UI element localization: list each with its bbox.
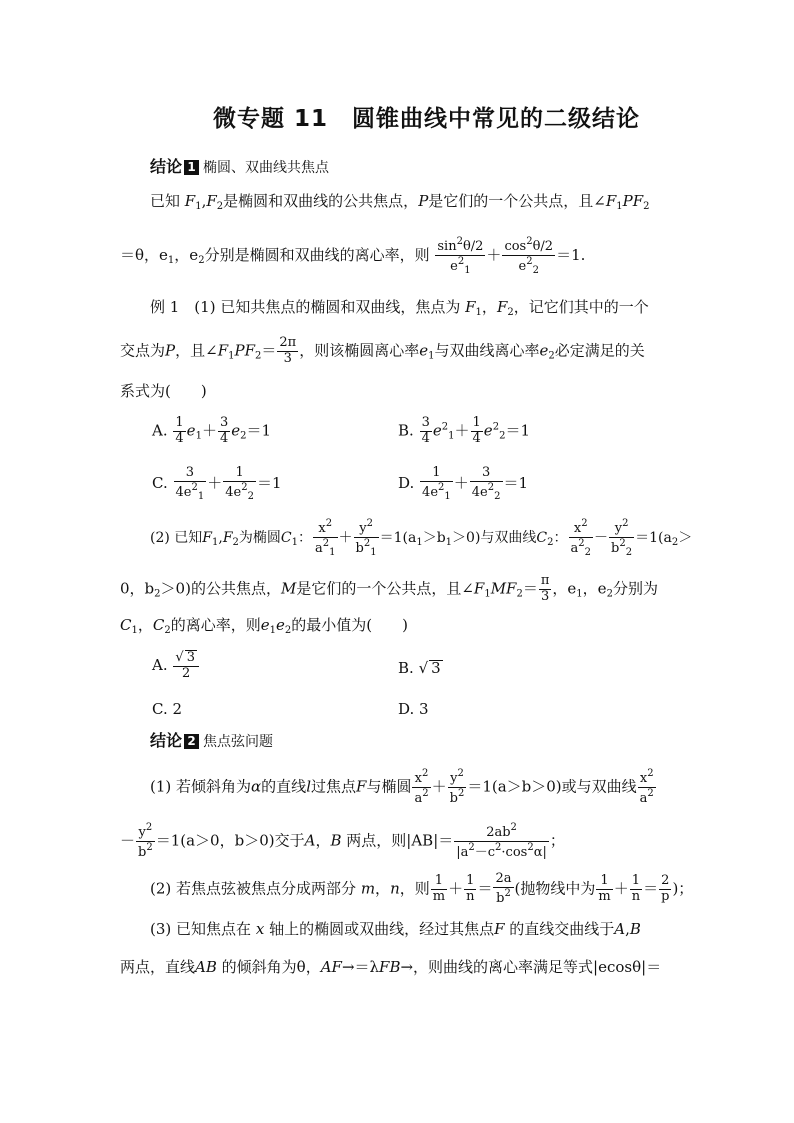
option-c[interactable]: C. $\frac{3}{4e^2_1}$ ＋ $\frac{1}{4e^2_2}$ ＝1 <box>152 465 282 502</box>
problem-2-line-1: (2) 已知$F_1,F_2$为椭圆$C_1$： $\frac{x^2}{a^2_1}$ ＋ $\frac{y^2}{b^2_1}$ $=1(a_1>b_1>0)$与双曲线$C_2$： $\frac{x^2}{a^2_2}$ － $\frac{y^2}{b^2_2}$ $=1(a_2>$ <box>150 518 693 558</box>
conclusion-label: 结论 <box>150 731 183 750</box>
intro-line-1: 已知 $F_1,F_2$是椭圆和双曲线的公共焦点，P是它们的一个公共点，且$\angle F_1PF_2$ <box>150 192 650 212</box>
focal-1-line-1: (1) 若倾斜角为α的直线l过焦点F与椭圆 $\frac{x^2}{a^2}$ ＋ $\frac{y^2}{b^2}$ ＝1(a＞b＞0)或与双曲线 $\frac{x^2}{a^2}$ <box>150 768 654 806</box>
option-2a[interactable]: A. $\frac{√ 3}{2}$ <box>152 650 200 682</box>
focal-2-line: (2) 若焦点弦被焦点分成两部分 m，n，则 $\frac{1}{m}$ ＋ $\frac{1}{n}$ ＝ $\frac{2a}{b^2}$ (抛物线中为 $\frac{1}{m}$ ＋ $\frac{1}{n}$ ＝ $\frac{2}{p}$ )； <box>150 871 694 906</box>
option-b[interactable]: B. $\frac{3}{4}$ $e^2_1+$ $\frac{1}{4}$ $e^2_2=1$ <box>398 415 530 446</box>
option-d[interactable]: D. $\frac{1}{4e^2_1}$ ＋ $\frac{3}{4e^2_2}$ ＝1 <box>398 465 529 502</box>
focal-3-line-2: 两点，直线AB 的倾斜角为θ，AF→＝λFB→，则曲线的离心率满足等式|ecosθ|＝ <box>120 958 662 976</box>
conclusion-subtitle: 焦点弦问题 <box>203 734 274 750</box>
conclusion-number-badge: 2 <box>184 734 199 749</box>
problem-2-line-3: $C_1$，$C_2$的离心率，则$e_1e_2$的最小值为( ) <box>120 616 408 636</box>
example-1-line-3: 系式为( ) <box>120 382 207 400</box>
problem-2-line-2: 0，$b_2>0$)的公共焦点，M是它们的一个公共点，且$\angle F_1MF_2=$ $\frac{\pi}{3}$ ，$e_1$，$e_2$分别为 <box>120 573 658 604</box>
option-2c[interactable]: C. 2 <box>152 700 183 718</box>
option-a[interactable]: A. $\frac{1}{4}$ $e_1+$ $\frac{3}{4}$ $e_2=1$ <box>152 415 272 446</box>
focal-3-line-1: (3) 已知焦点在 x 轴上的椭圆或双曲线，经过其焦点F 的直线交曲线于A,B <box>150 920 641 938</box>
conclusion-2-heading <box>150 733 273 749</box>
example-1-line-1: 例 1 (1) 已知共焦点的椭圆和双曲线，焦点为 $F_1$，$F_2$，记它们其中的一个 <box>150 298 649 318</box>
intro-line-2: ＝θ，$e_1$，$e_2$分别是椭圆和双曲线的离心率，则 $\frac{\sin^2\theta/2}{e^2_1}$ ＋ $\frac{\cos^2\theta/2}{e^2_2}$ ＝1. <box>120 236 586 276</box>
conclusion-subtitle: 椭圆、双曲线共焦点 <box>203 160 330 176</box>
conclusion-label: 结论 <box>150 157 183 176</box>
option-2b[interactable]: B. √ 3 <box>398 659 441 677</box>
page-title: 微专题 11 圆锥曲线中常见的二级结论 <box>213 106 641 132</box>
example-1-line-2: 交点为P，且$\angle F_1PF_2=$ $\frac{2\pi}{3}$ ，则该椭圆离心率$e_1$与双曲线离心率$e_2$必定满足的关 <box>120 335 645 366</box>
conclusion-1-heading <box>150 159 329 175</box>
focal-1-line-2: － $\frac{y^2}{b^2}$ ＝1(a＞0，b＞0)交于A，B 两点，则|AB|＝ $\frac{2ab^2}{|a^2-c^2\cdot\cos^2\alpha|}$ ； <box>120 822 565 860</box>
option-2d[interactable]: D. 3 <box>398 700 429 718</box>
conclusion-number-badge: 1 <box>184 160 199 175</box>
